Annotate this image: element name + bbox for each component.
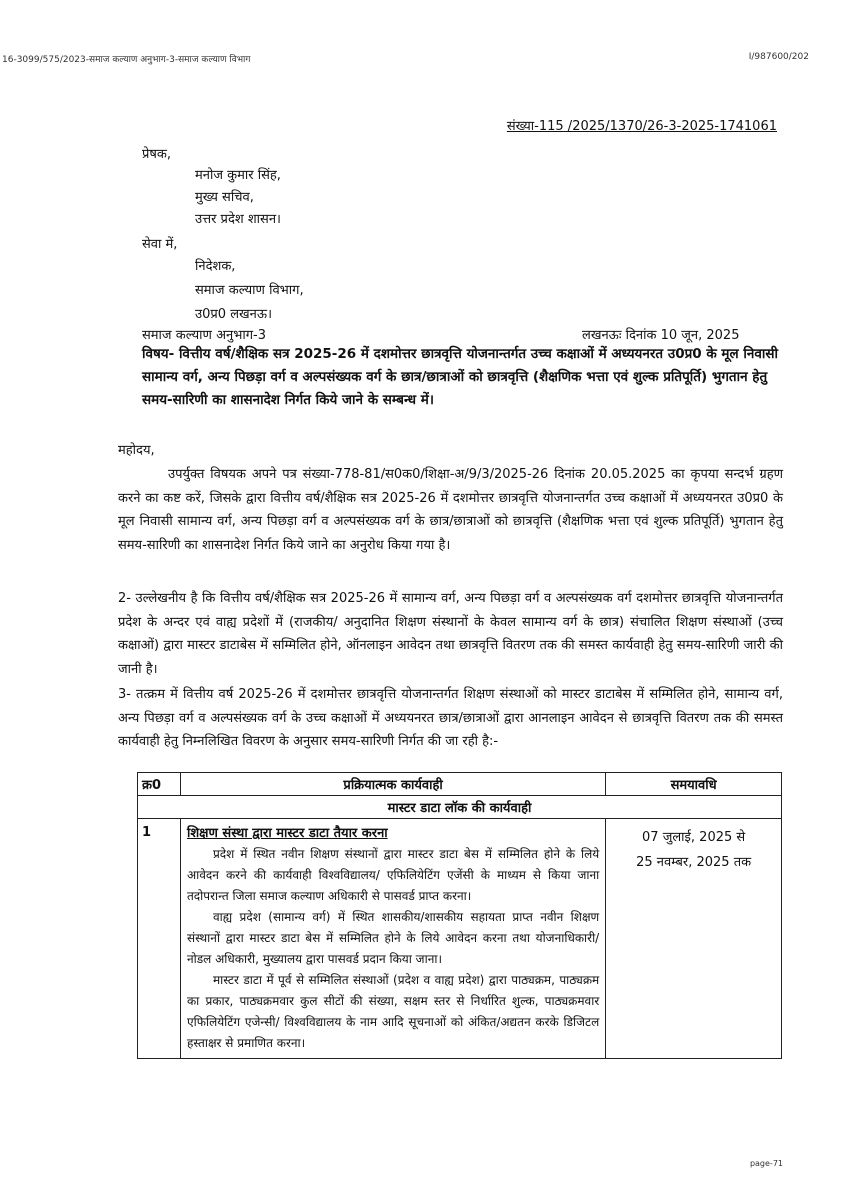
- table-row: [138, 819, 782, 1059]
- procedure-title: शिक्षण संस्था द्वारा मास्टर डाटा तैयार करना: [186, 826, 388, 841]
- sender-name: मनोज कुमार सिंह,: [195, 168, 281, 183]
- recipient-city: उ0प्र0 लखनऊ।: [195, 307, 272, 322]
- salutation: महोदय,: [118, 443, 155, 458]
- recipient-department: समाज कल्याण विभाग,: [195, 283, 304, 298]
- table-header-row: [138, 773, 782, 796]
- section-name: समाज कल्याण अनुभाग-3: [142, 328, 267, 343]
- procedure-cell: [180, 819, 605, 1059]
- subject-line: विषय- वित्तीय वर्ष/शैक्षिक सत्र 2025-26 में दशमोत्तर छात्रवृत्ति योजनान्तर्गत उच्च कक्षाओं में अध्ययनरत उ0प्र0 के मूल निवासी सामान्य वर्ग, अन्य पिछड़ा वर्ग व अल्पसंख्यक वर्ग के छात्र/छात्राओं को छात्रवृत्ति (शैक्षणिक भत्ता एवं शुल्क प्रतिपूर्ति) भुगतान हेतु समय-सारिणी का शासनादेश निर्गत किये जाने के सम्बन्ध में।: [142, 346, 778, 408]
- letter-reference-number: संख्या-115 /2025/1370/26-3-2025-1741061: [506, 119, 777, 134]
- table-section-row: [138, 796, 782, 819]
- recipient-title: निदेशक,: [195, 259, 236, 274]
- sender-designation: मुख्य सचिव,: [195, 190, 254, 205]
- sender-office: उत्तर प्रदेश शासन।: [195, 212, 281, 227]
- section-row-title: मास्टर डाटा लॉक की कार्यवाही: [138, 796, 782, 819]
- document-id-header: I/987600/202: [748, 52, 809, 62]
- row-serial-number: 1: [138, 819, 181, 1059]
- procedure-item: प्रदेश में स्थित नवीन शिक्षण संस्थानों द्वारा मास्टर डाटा बेस में सम्मिलित होने के लिये आवेदन करने की कार्यवाही विश्वविद्यालय/ एफिलियेटिंग एजेंसी के माध्यम से किया जाना तदोपरान्त जिला समाज कल्याण अधिकारी से पासवर्ड प्राप्त करना।: [186, 847, 600, 903]
- paragraph-2: 2- उल्लेखनीय है कि वित्तीय वर्ष/शैक्षिक सत्र 2025-26 में सामान्य वर्ग, अन्य पिछड़ा वर्ग व अल्पसंख्यक वर्ग दशमोत्तर छात्रवृत्ति योजनान्तर्गत प्रदेश के अन्दर एवं वाह्य प्रदेशों में (राजकीय/ अनुदानित शिक्षण संस्थानों के केवल सामान्य वर्ग के छात्र) संचालित शिक्षण संस्थाओं (उच्च कक्षाओं) द्वारा मास्टर डाटाबेस में सम्मिलित होने, ऑनलाइन आवेदन तथा छात्रवृत्ति वितरण तक की समस्त कार्यवाही हेतु समय-सारिणी जारी की जानी है।: [118, 591, 784, 677]
- period-end: 25 नवम्बर, 2025 तक: [636, 855, 752, 870]
- period-start: 07 जुलाई, 2025 से: [642, 830, 746, 845]
- recipient-label: सेवा में,: [142, 237, 178, 252]
- page-number: page-71: [749, 1159, 783, 1168]
- paragraph-3: 3- तत्क्रम में वित्तीय वर्ष 2025-26 में दशमोत्तर छात्रवृत्ति योजनान्तर्गत शिक्षण संस्थाओं को मास्टर डाटाबेस में सम्मिलित होने, सामान्य वर्ग, अन्य पिछड़ा वर्ग व अल्पसंख्यक वर्ग के उच्च कक्षाओं में अध्ययनरत छात्र/छात्राओं द्वारा आनलाइन आवेदन से छात्रवृत्ति वितरण तक की समस्त कार्यवाही हेतु निम्नलिखित विवरण के अनुसार समय-सारिणी निर्गत की जा रही है:-: [118, 687, 783, 749]
- procedure-item: मास्टर डाटा में पूर्व से सम्मिलित संस्थाओं (प्रदेश व वाह्य प्रदेश) द्वारा पाठ्यक्रम, पाठ्यक्रम का प्रकार, पाठ्यक्रमवार कुल सीटों की संख्या, सक्षम स्तर से निर्धारित शुल्क, पाठ्यक्रमवार एफिलियेटिंग एजेन्सी/ विश्वविद्यालय के नाम आदि सूचनाओं को अंकित/अद्यतन करके डिजिटल हस्ताक्षर से प्रमाणित करना।: [186, 973, 600, 1050]
- sender-label: प्रेषक,: [142, 147, 172, 162]
- paragraph-1: उपर्युक्त विषयक अपने पत्र संख्या-778-81/स0क0/शिक्षा-अ/9/3/2025-26 दिनांक 20.05.2025 का कृपया सन्दर्भ ग्रहण करने का कष्ट करें, जिसके द्वारा वित्तीय वर्ष/शैक्षिक सत्र 2025-26 में दशमोत्तर छात्रवृत्ति योजनान्तर्गत उच्च कक्षाओं में अध्ययनरत उ0प्र0 के मूल निवासी सामान्य वर्ग, अन्य पिछड़ा वर्ग व अल्पसंख्यक वर्ग के छात्र/छात्राओं को छात्रवृत्ति (शैक्षणिक भत्ता एवं शुल्क प्रतिपूर्ति) भुगतान हेतु समय-सारिणी का शासनादेश निर्गत किये जाने का अनुरोध किया गया है।: [118, 467, 783, 553]
- column-header-period: समयावधि: [606, 773, 782, 796]
- procedure-item: वाह्य प्रदेश (सामान्य वर्ग) में स्थित शासकीय/शासकीय सहायता प्राप्त नवीन शिक्षण संस्थानों द्वारा मास्टर डाटा बेस में सम्मिलित होने के लिये आवेदन करना तथा योजनाधिकारी/नोडल अधिकारी, मुख्यालय द्वारा पासवर्ड प्रदान किया जाना।: [186, 910, 600, 966]
- column-header-procedure: प्रक्रियात्मक कार्यवाही: [180, 773, 605, 796]
- column-header-serial: क्र0: [138, 773, 181, 796]
- file-reference-header: 16-3099/575/2023-समाज कल्याण अनुभाग-3-समाज कल्याण विभाग: [2, 55, 251, 65]
- letter-date: लखनऊः दिनांक 10 जून, 2025: [582, 328, 740, 343]
- schedule-table: [137, 772, 782, 1059]
- period-cell: [606, 819, 782, 1059]
